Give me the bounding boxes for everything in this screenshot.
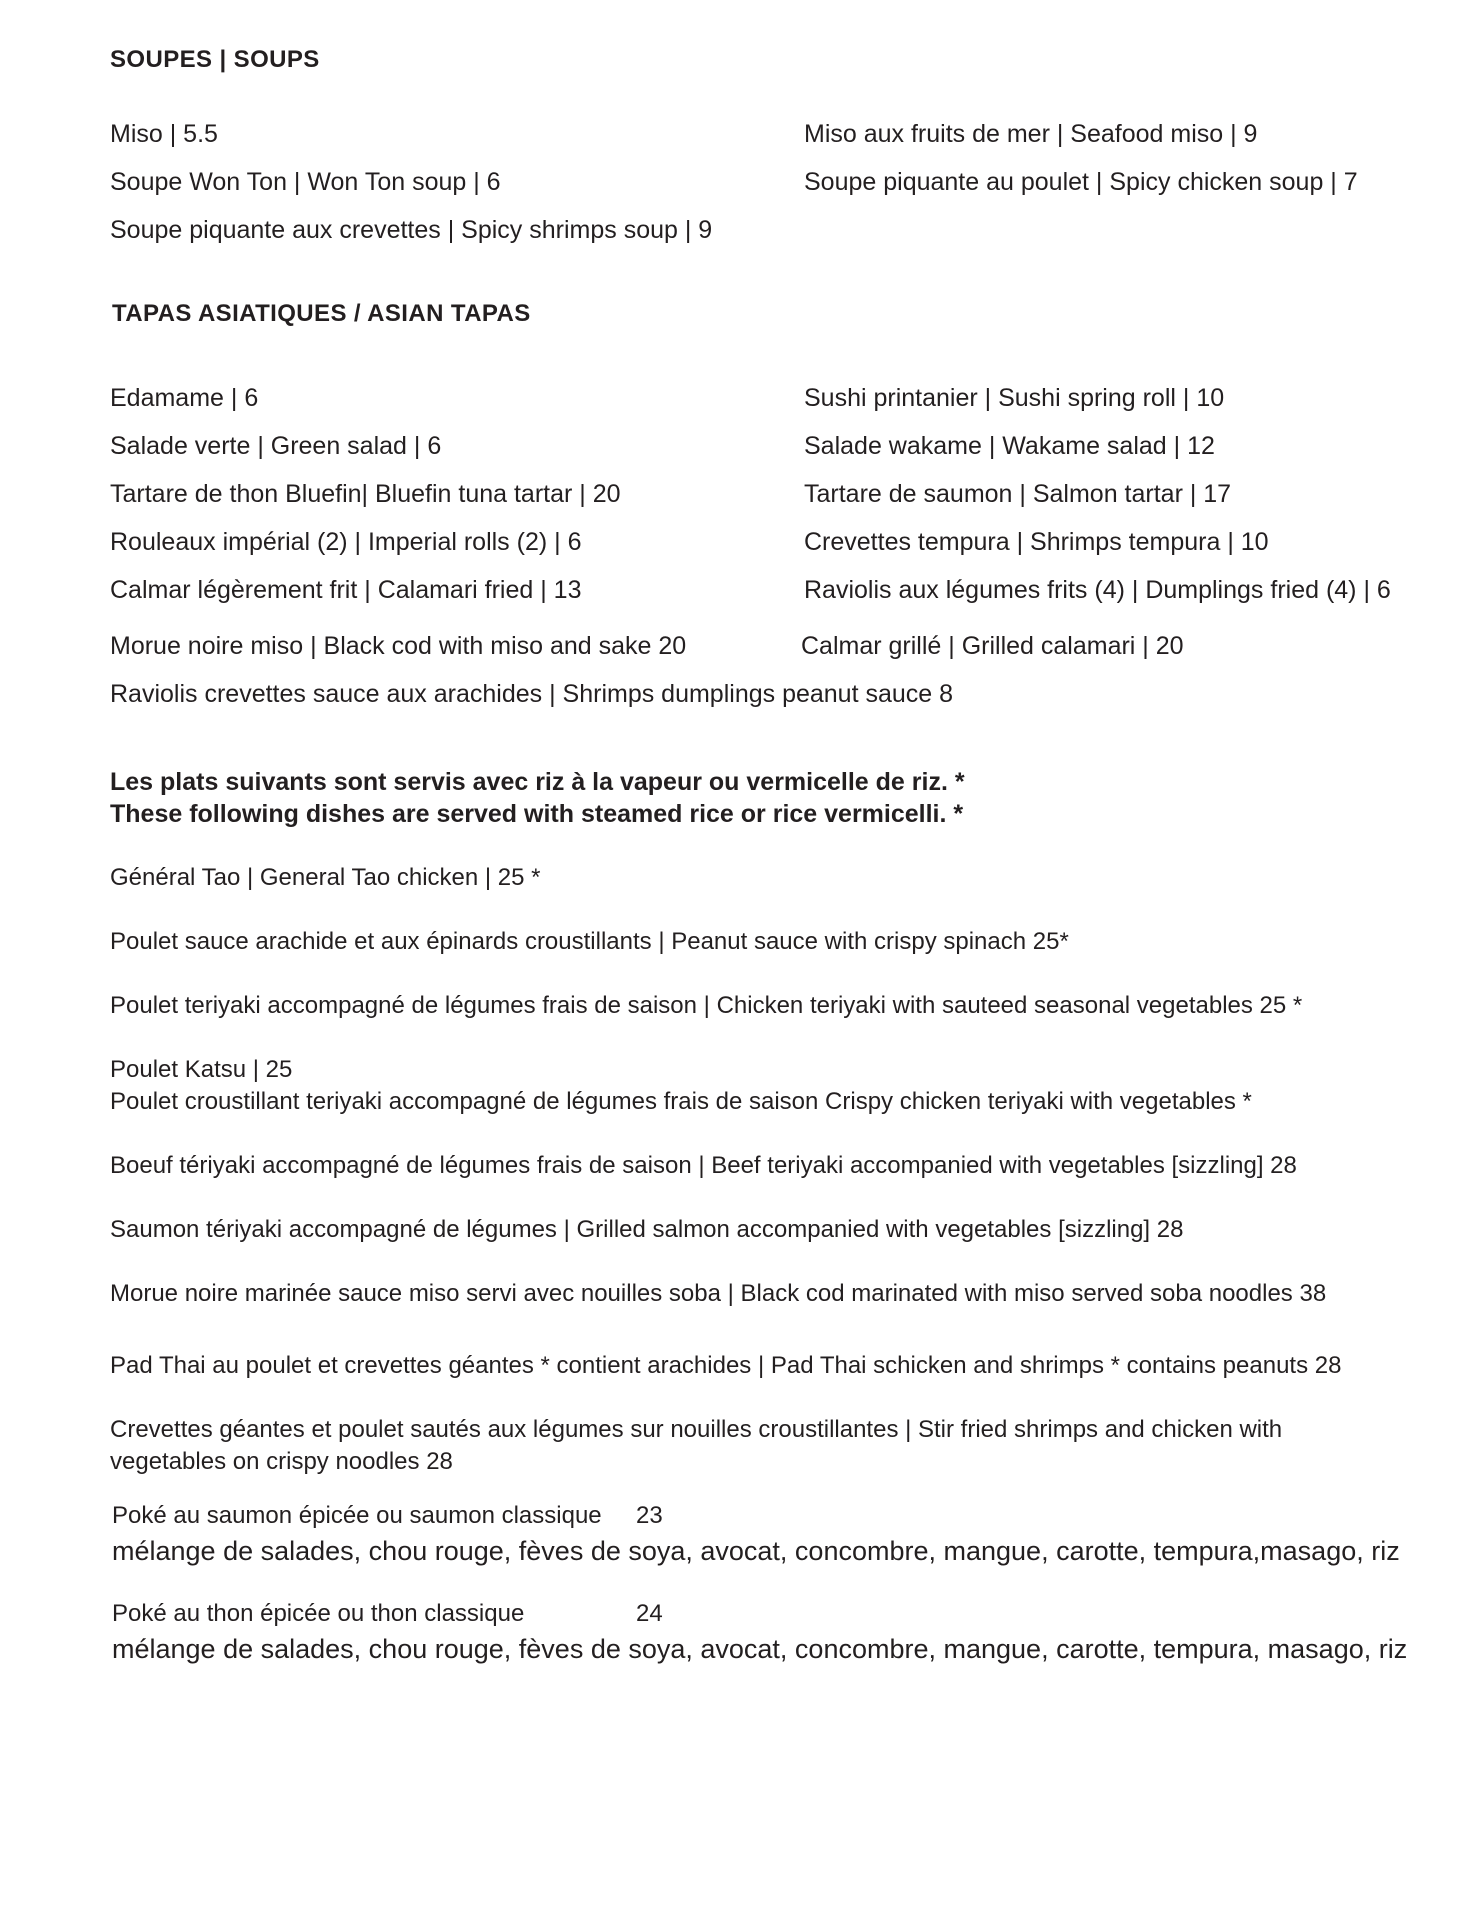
- tapas-item: Morue noire miso | Black cod with miso and sake 20: [110, 632, 687, 660]
- main-dish: Poulet croustillant teriyaki accompagné de légumes frais de saison Crispy chicken teriyaki with vegetables *: [110, 1088, 1252, 1115]
- main-dish: vegetables on crispy noodles 28: [110, 1448, 453, 1475]
- poke-price: 23: [636, 1502, 663, 1529]
- main-dish: Poulet teriyaki accompagné de légumes frais de saison | Chicken teriyaki with sauteed seasonal vegetables 25 *: [110, 992, 1303, 1019]
- mains-note-fr: Les plats suivants sont servis avec riz à la vapeur ou vermicelle de riz. *: [110, 768, 965, 796]
- main-dish: Poulet Katsu | 25: [110, 1056, 293, 1083]
- main-dish: Crevettes géantes et poulet sautés aux légumes sur nouilles croustillantes | Stir fried shrimps and chicken with: [110, 1416, 1283, 1443]
- main-dish: Boeuf tériyaki accompagné de légumes frais de saison | Beef teriyaki accompanied with vegetables [sizzling] 28: [110, 1152, 1297, 1179]
- soups-heading: SOUPES | SOUPS: [110, 46, 320, 73]
- poke-price: 24: [636, 1600, 663, 1627]
- main-dish: Morue noire marinée sauce miso servi avec nouilles soba | Black cod marinated with miso served soba noodles 38: [110, 1280, 1327, 1307]
- mains-note-en: These following dishes are served with steamed rice or rice vermicelli. *: [110, 800, 964, 828]
- tapas-item: Tartare de thon Bluefin| Bluefin tuna tartar | 20: [110, 480, 621, 508]
- tapas-heading: TAPAS ASIATIQUES / ASIAN TAPAS: [112, 300, 531, 327]
- tapas-item: Raviolis aux légumes frits (4) | Dumplings fried (4) | 6: [804, 576, 1391, 604]
- main-dish: Général Tao | General Tao chicken | 25 *: [110, 864, 541, 891]
- tapas-item: Salade wakame | Wakame salad | 12: [804, 432, 1215, 460]
- poke-description: mélange de salades, chou rouge, fèves de soya, avocat, concombre, mangue, carotte, tempura, masago, riz: [112, 1634, 1408, 1664]
- tapas-item: Salade verte | Green salad | 6: [110, 432, 442, 460]
- main-dish: Saumon tériyaki accompagné de légumes | Grilled salmon accompanied with vegetables [sizzling] 28: [110, 1216, 1184, 1243]
- poke-description: mélange de salades, chou rouge, fèves de soya, avocat, concombre, mangue, carotte, tempura,masago, riz: [112, 1536, 1400, 1566]
- poke-title: Poké au saumon épicée ou saumon classique: [112, 1502, 602, 1529]
- soup-item: Soupe Won Ton | Won Ton soup | 6: [110, 168, 501, 196]
- tapas-item: Sushi printanier | Sushi spring roll | 10: [804, 384, 1225, 412]
- soup-item: Miso | 5.5: [110, 120, 218, 148]
- tapas-item: Raviolis crevettes sauce aux arachides | Shrimps dumplings peanut sauce 8: [110, 680, 954, 708]
- tapas-item: Calmar légèrement frit | Calamari fried | 13: [110, 576, 582, 604]
- tapas-item: Tartare de saumon | Salmon tartar | 17: [804, 480, 1232, 508]
- soup-item: Soupe piquante au poulet | Spicy chicken soup | 7: [804, 168, 1358, 196]
- tapas-item: Rouleaux impérial (2) | Imperial rolls (2) | 6: [110, 528, 582, 556]
- main-dish: Poulet sauce arachide et aux épinards croustillants | Peanut sauce with crispy spinach 25*: [110, 928, 1069, 955]
- tapas-item: Calmar grillé | Grilled calamari | 20: [801, 632, 1184, 660]
- soup-item: Soupe piquante aux crevettes | Spicy shrimps soup | 9: [110, 216, 713, 244]
- main-dish: Pad Thai au poulet et crevettes géantes * contient arachides | Pad Thai schicken and shrimps * contains peanuts 28: [110, 1352, 1342, 1379]
- tapas-item: Crevettes tempura | Shrimps tempura | 10: [804, 528, 1269, 556]
- tapas-item: Edamame | 6: [110, 384, 259, 412]
- soup-item: Miso aux fruits de mer | Seafood miso | 9: [804, 120, 1258, 148]
- poke-title: Poké au thon épicée ou thon classique: [112, 1600, 525, 1627]
